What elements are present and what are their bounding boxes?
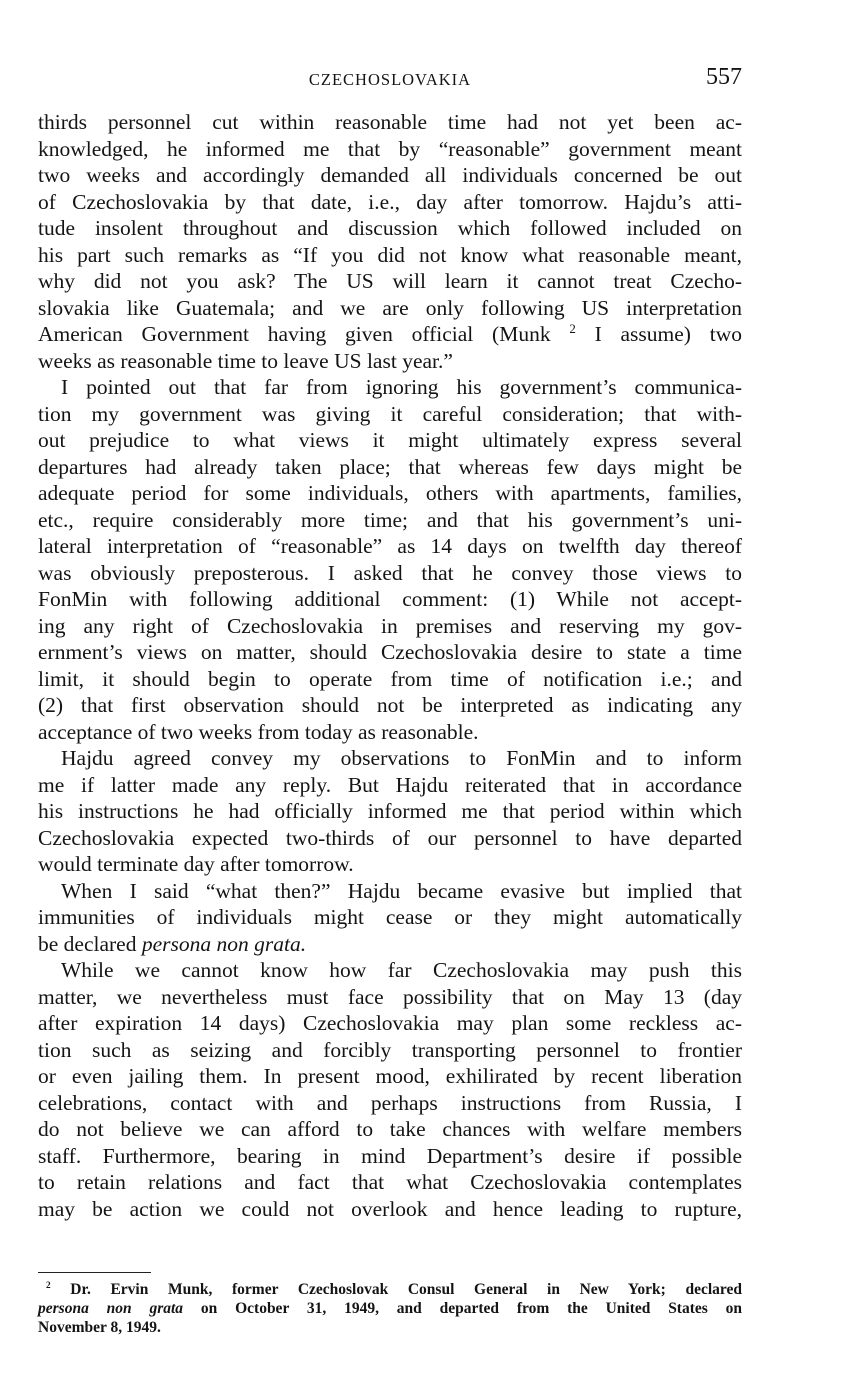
- text-line: immunities of individuals might cease or they might automatically: [38, 905, 742, 929]
- footnote-reference: 2: [569, 321, 576, 336]
- text-line: his instructions he had officially informed me that period within which: [38, 799, 742, 823]
- footnote-emphasis: persona non grata: [38, 1300, 184, 1317]
- text-line: [38, 321, 742, 348]
- text-segment: be declared: [38, 931, 142, 956]
- text-line: celebrations, contact with and perhaps instructions from Russia, I: [38, 1090, 742, 1115]
- text-line: limit, it should begin to operate from time of notification i.e.; and: [38, 666, 742, 691]
- text-line: or even jailing them. In present mood, exhilirated by recent liberation: [38, 1064, 742, 1088]
- text-line: ing any right of Czechoslovakia in premises and reserving my gov-: [38, 613, 742, 638]
- text-line: acceptance of two weeks from today as reasonable.: [38, 719, 479, 744]
- text-line: tion such as seizing and forcibly transporting personnel to frontier: [38, 1037, 742, 1062]
- text-line: why did not you ask? The US will learn it cannot treat Czecho-: [38, 269, 742, 293]
- text-line: lateral interpretation of “reasonable” as 14 days on twelfth day thereof: [38, 534, 742, 558]
- footnote-rule: [38, 1272, 151, 1273]
- text-line: may be action we could not overlook and hence leading to rupture,: [38, 1196, 742, 1221]
- text-line: tude insolent throughout and discussion which followed included on: [38, 216, 742, 240]
- text-line: knowledged, he informed me that by “reasonable” government meant: [38, 136, 742, 161]
- footnote-line: November 8, 1949.: [38, 1319, 161, 1336]
- text-segment: American Government having given official (Munk: [38, 322, 570, 346]
- text-line: thirds personnel cut within reasonable time had not yet been ac-: [38, 110, 742, 134]
- text-line: to retain relations and fact that what Czechoslovakia contemplates: [38, 1170, 742, 1194]
- text-line: his part such remarks as “If you did not know what reasonable meant,: [38, 242, 742, 267]
- footnote-line: [38, 1280, 742, 1299]
- text-line: ernment’s views on matter, should Czechoslovakia desire to state a time: [38, 640, 742, 664]
- page-header: [0, 64, 855, 94]
- text-line: staff. Furthermore, bearing in mind Department’s desire if possible: [38, 1143, 742, 1168]
- text-line: Czechoslovakia expected two-thirds of our personnel to have departed: [38, 825, 742, 850]
- running-title: CZECHOSLOVAKIA: [308, 70, 472, 89]
- paragraph: [38, 109, 742, 374]
- text-line: FonMin with following additional comment: (1) While not accept-: [38, 587, 742, 611]
- text-line: Hajdu agreed convey my observations to FonMin and to inform: [61, 746, 742, 770]
- text-line: slovakia like Guatemala; and we are only following US interpretation: [38, 295, 742, 320]
- text-line: me if latter made any reply. But Hajdu reiterated that in accordance: [38, 772, 742, 797]
- paragraph: [38, 745, 742, 878]
- footnote-text: on October 31, 1949, and departed from the United States on: [183, 1300, 742, 1317]
- text-line: (2) that first observation should not be interpreted as indicating any: [38, 693, 742, 717]
- text-segment: I assume) two: [575, 322, 742, 346]
- text-line: of Czechoslovakia by that date, i.e., day after tomorrow. Hajdu’s atti-: [38, 189, 742, 214]
- text-line: two weeks and accordingly demanded all individuals concerned be out: [38, 163, 742, 187]
- text-line: When I said “what then?” Hajdu became evasive but implied that: [61, 878, 742, 903]
- paragraph: [38, 957, 742, 1222]
- text-line: etc., require considerably more time; and that his government’s uni-: [38, 507, 742, 532]
- text-line: adequate period for some individuals, others with apartments, families,: [38, 481, 742, 505]
- text-line: would terminate day after tomorrow.: [38, 852, 354, 876]
- footnote-marker: 2: [46, 1280, 51, 1291]
- text-line: was obviously preposterous. I asked that he convey those views to: [38, 560, 742, 585]
- paragraph: [38, 374, 742, 745]
- text-line: While we cannot know how far Czechoslovakia may push this: [61, 958, 742, 982]
- text-line: departures had already taken place; that whereas few days might be: [38, 454, 742, 479]
- text-line: do not believe we can afford to take chances with welfare members: [38, 1117, 742, 1141]
- paragraph: [38, 878, 742, 958]
- body-text: [38, 109, 742, 1222]
- text-line: after expiration 14 days) Czechoslovakia may plan some reckless ac-: [38, 1011, 742, 1035]
- page-number: 557: [706, 64, 742, 90]
- text-line: weeks as reasonable time to leave US last year.”: [38, 348, 453, 373]
- text-line: [38, 931, 742, 958]
- footnote-line: [38, 1299, 742, 1318]
- text-line: matter, we nevertheless must face possibility that on May 13 (day: [38, 984, 742, 1009]
- text-line: out prejudice to what views it might ultimately express several: [38, 428, 742, 452]
- italic-phrase: persona non grata.: [141, 931, 307, 956]
- footnote-text: Dr. Ervin Munk, former Czechoslovak Consul General in New York; declared: [70, 1281, 742, 1298]
- footnote: [38, 1280, 742, 1337]
- text-line: I pointed out that far from ignoring his government’s communica-: [61, 375, 742, 399]
- text-line: tion my government was giving it careful consideration; that with-: [38, 401, 742, 426]
